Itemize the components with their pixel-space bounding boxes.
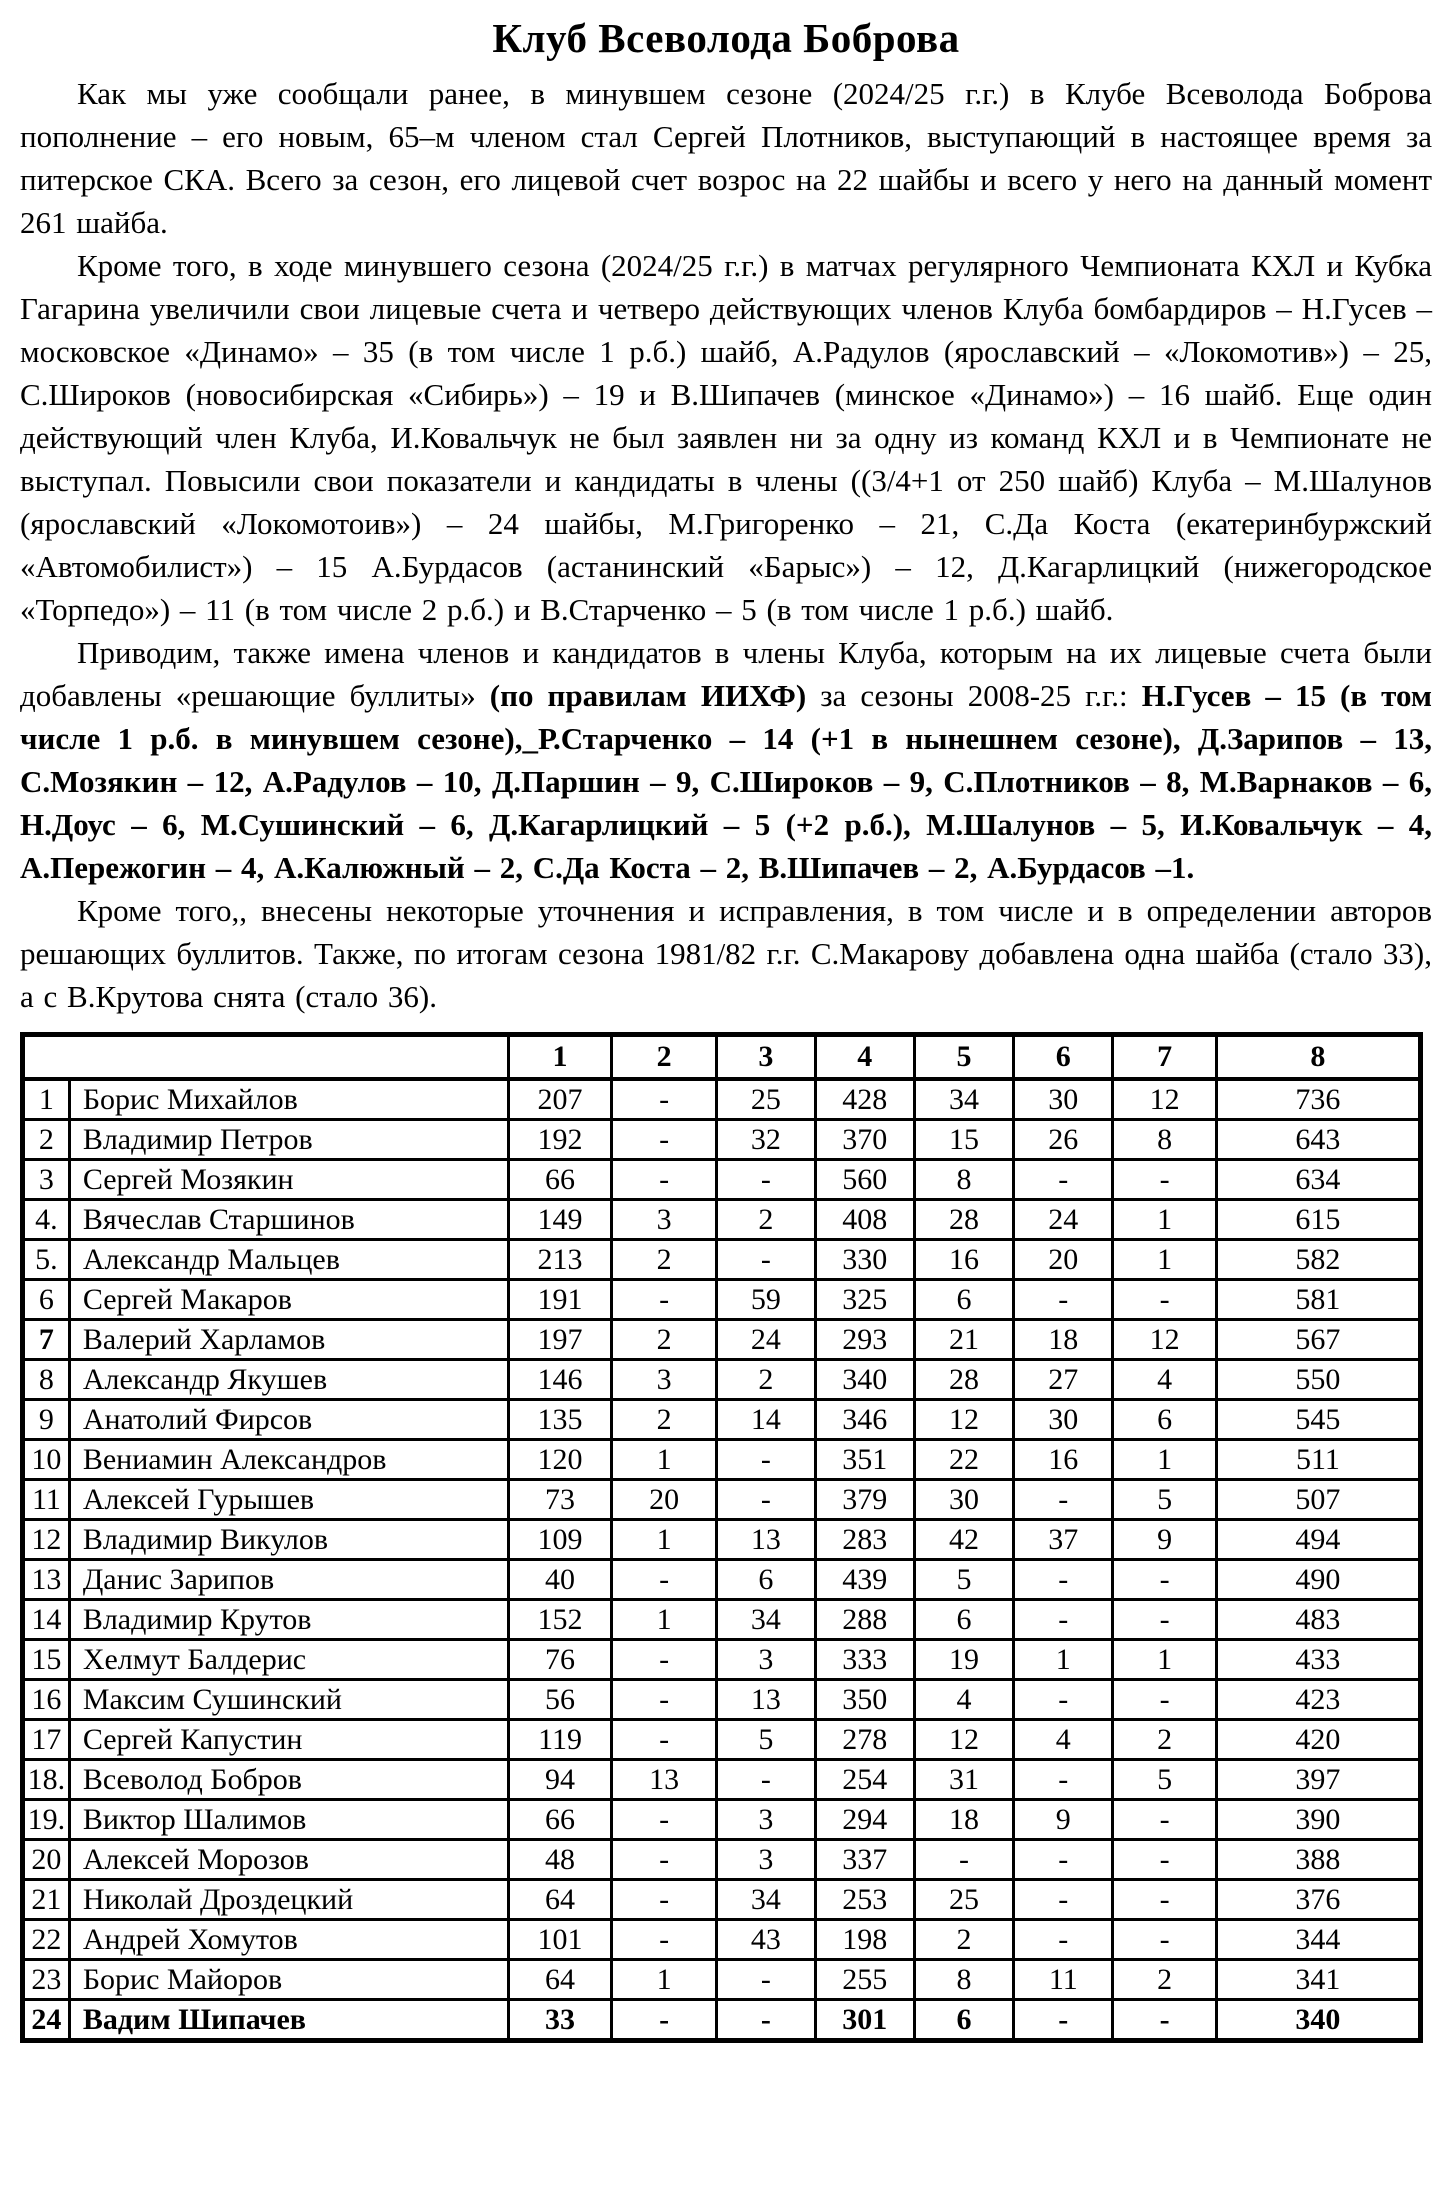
stat-cell-col8: 550	[1216, 1360, 1420, 1400]
stat-cell-col6: 30	[1014, 1400, 1113, 1440]
stat-cell-col4: 350	[815, 1680, 914, 1720]
table-body	[23, 1079, 1421, 2041]
stat-cell-col2: -	[612, 1880, 717, 1920]
table-row-1	[23, 1079, 1421, 1120]
stat-cell-col4: 346	[815, 1400, 914, 1440]
rank-cell: 13	[23, 1560, 70, 1600]
player-name-cell: Сергей Мозякин	[69, 1160, 508, 1200]
stat-cell-col3: -	[717, 1480, 816, 1520]
stat-cell-col5: 16	[914, 1240, 1013, 1280]
stat-cell-col8: 507	[1216, 1480, 1420, 1520]
stat-cell-col1: 48	[508, 1840, 611, 1880]
rank-cell: 18.	[23, 1760, 70, 1800]
stat-cell-col3: -	[717, 2000, 816, 2041]
stat-cell-col1: 191	[508, 1280, 611, 1320]
player-name-cell: Владимир Викулов	[69, 1520, 508, 1560]
table-row-9	[23, 1400, 1421, 1440]
stat-cell-col1: 76	[508, 1640, 611, 1680]
stat-cell-col8: 397	[1216, 1760, 1420, 1800]
stat-cell-col3: 14	[717, 1400, 816, 1440]
stat-cell-col8: 344	[1216, 1920, 1420, 1960]
stat-cell-col3: 3	[717, 1800, 816, 1840]
stat-cell-col5: 31	[914, 1760, 1013, 1800]
stat-cell-col7: 4	[1113, 1360, 1216, 1400]
stat-cell-col3: 3	[717, 1640, 816, 1680]
stat-cell-col4: 560	[815, 1160, 914, 1200]
player-name-cell: Всеволод Бобров	[69, 1760, 508, 1800]
rank-cell: 17	[23, 1720, 70, 1760]
stat-cell-col2: -	[612, 1840, 717, 1880]
stat-cell-col7: -	[1113, 1840, 1216, 1880]
table-row-23	[23, 1960, 1421, 2000]
stat-cell-col1: 213	[508, 1240, 611, 1280]
stat-cell-col7: 12	[1113, 1320, 1216, 1360]
player-name-cell: Николай Дроздецкий	[69, 1880, 508, 1920]
stat-cell-col4: 379	[815, 1480, 914, 1520]
stat-cell-col1: 120	[508, 1440, 611, 1480]
stat-cell-col8: 340	[1216, 2000, 1420, 2041]
player-name-cell: Владимир Петров	[69, 1120, 508, 1160]
stat-cell-col8: 736	[1216, 1079, 1420, 1120]
stat-cell-col1: 94	[508, 1760, 611, 1800]
stat-cell-col7: -	[1113, 1800, 1216, 1840]
header-col-3: 3	[717, 1035, 816, 1080]
stat-cell-col2: 2	[612, 1400, 717, 1440]
bold-text-run: Н.Гусев – 15 (в том числе 1 р.б. в минувшем сезоне),_Р.Старченко – 14 (+1 в нынешнем сезоне), Д.Зарипов – 13, С.Мозякин – 12, А.Радулов – 10, Д.Паршин – 9, С.Широков – 9, С.Плотников – 8, М.Варнаков – 6, Н.Доус – 6, М.Сушинский – 6, Д.Кагарлицкий – 5 (+2 р.б.), М.Шалунов – 5, И.Ковальчук – 4, А.Пережогин – 4, А.Калюжный – 2, С.Да Коста – 2, В.Шипачев – 2, А.Бурдасов –1.	[20, 678, 1432, 885]
bold-text-run: (по правилам ИИХФ)	[489, 678, 807, 713]
stat-cell-col8: 511	[1216, 1440, 1420, 1480]
stat-cell-col2: -	[612, 1920, 717, 1960]
stat-cell-col3: 34	[717, 1880, 816, 1920]
rank-cell: 1	[23, 1079, 70, 1120]
stat-cell-col3: 59	[717, 1280, 816, 1320]
rank-cell: 16	[23, 1680, 70, 1720]
stat-cell-col5: 28	[914, 1360, 1013, 1400]
stat-cell-col2: 13	[612, 1760, 717, 1800]
stat-cell-col7: 1	[1113, 1640, 1216, 1680]
stat-cell-col7: 1	[1113, 1240, 1216, 1280]
player-name-cell: Борис Михайлов	[69, 1079, 508, 1120]
rank-cell: 24	[23, 2000, 70, 2041]
stat-cell-col4: 337	[815, 1840, 914, 1880]
stat-cell-col8: 545	[1216, 1400, 1420, 1440]
stat-cell-col1: 207	[508, 1079, 611, 1120]
paragraph-2	[20, 244, 1432, 631]
stat-cell-col8: 615	[1216, 1200, 1420, 1240]
stat-cell-col1: 109	[508, 1520, 611, 1560]
stat-cell-col4: 278	[815, 1720, 914, 1760]
header-col-8: 8	[1216, 1035, 1420, 1080]
player-name-cell: Сергей Макаров	[69, 1280, 508, 1320]
stat-cell-col8: 483	[1216, 1600, 1420, 1640]
stat-cell-col5: 2	[914, 1920, 1013, 1960]
stat-cell-col7: -	[1113, 1880, 1216, 1920]
player-name-cell: Валерий Харламов	[69, 1320, 508, 1360]
table-row-6	[23, 1280, 1421, 1320]
stat-cell-col7: 8	[1113, 1120, 1216, 1160]
stat-cell-col5: 15	[914, 1120, 1013, 1160]
stat-cell-col5: 19	[914, 1640, 1013, 1680]
player-name-cell: Вячеслав Старшинов	[69, 1200, 508, 1240]
text-run: Кроме того, в ходе минувшего сезона (2024/25 г.г.) в матчах регулярного Чемпионата КХЛ и Кубка Гагарина увеличили свои лицевые счета и четверо действующих членов Клуба бомбардиров – Н.Гусев – московское «Динамо» – 35 (в том числе 1 р.б.) шайб, А.Радулов (ярославский – «Локомотив») – 25, С.Широков (новосибирская «Сибирь») – 19 и В.Шипачев (минское «Динамо») – 16 шайб. Еще один действующий член Клуба, И.Ковальчук не был заявлен ни за одну из команд КХЛ и в Чемпионате не выступал. Повысили свои показатели и кандидаты в члены ((3/4+1 от 250 шайб) Клуба – М.Шалунов (ярославский «Локомотоив») – 24 шайбы, М.Григоренко – 21, С.Да Коста (екатеринбуржский «Автомобилист») – 15 А.Бурдасов (астанинский «Барыс») – 12, Д.Кагарлицкий (нижегородское «Торпедо») – 11 (в том числе 2 р.б.) и В.Старченко – 5 (в том числе 1 р.б.) шайб.	[20, 248, 1432, 627]
stat-cell-col5: 8	[914, 1160, 1013, 1200]
stat-cell-col2: -	[612, 1280, 717, 1320]
stat-cell-col3: -	[717, 1960, 816, 2000]
stat-cell-col3: 13	[717, 1680, 816, 1720]
stat-cell-col5: 6	[914, 1600, 1013, 1640]
stat-cell-col4: 288	[815, 1600, 914, 1640]
stat-cell-col2: -	[612, 1680, 717, 1720]
stat-cell-col1: 119	[508, 1720, 611, 1760]
stat-cell-col1: 135	[508, 1400, 611, 1440]
stat-cell-col7: -	[1113, 1600, 1216, 1640]
stat-cell-col6: 26	[1014, 1120, 1113, 1160]
stat-cell-col5: -	[914, 1840, 1013, 1880]
stat-cell-col2: -	[612, 1640, 717, 1680]
stat-cell-col5: 42	[914, 1520, 1013, 1560]
stat-cell-col2: 3	[612, 1200, 717, 1240]
stat-cell-col2: -	[612, 1720, 717, 1760]
stat-cell-col5: 22	[914, 1440, 1013, 1480]
stat-cell-col5: 6	[914, 1280, 1013, 1320]
stat-cell-col3: 43	[717, 1920, 816, 1960]
stat-cell-col6: 20	[1014, 1240, 1113, 1280]
table-row-15	[23, 1640, 1421, 1680]
text-run: Приводим, также имена членов и кандидатов в члены Клуба, которым на их лицевые счета были добавлены «решающие буллиты»	[20, 635, 1432, 713]
stat-cell-col1: 33	[508, 2000, 611, 2041]
player-name-cell: Максим Сушинский	[69, 1680, 508, 1720]
stat-cell-col1: 64	[508, 1960, 611, 2000]
stat-cell-col5: 8	[914, 1960, 1013, 2000]
stat-cell-col4: 294	[815, 1800, 914, 1840]
stat-cell-col8: 643	[1216, 1120, 1420, 1160]
stat-cell-col3: 2	[717, 1200, 816, 1240]
rank-cell: 15	[23, 1640, 70, 1680]
stat-cell-col7: -	[1113, 1560, 1216, 1600]
table-row-10	[23, 1440, 1421, 1480]
paragraph-4	[20, 889, 1432, 1018]
stat-cell-col4: 340	[815, 1360, 914, 1400]
stat-cell-col3: -	[717, 1160, 816, 1200]
stat-cell-col4: 439	[815, 1560, 914, 1600]
stat-cell-col6: -	[1014, 1600, 1113, 1640]
stat-cell-col6: -	[1014, 1760, 1113, 1800]
stat-cell-col8: 390	[1216, 1800, 1420, 1840]
stat-cell-col7: 2	[1113, 1720, 1216, 1760]
table-row-2	[23, 1120, 1421, 1160]
table-row-18	[23, 1760, 1421, 1800]
stat-cell-col6: 1	[1014, 1640, 1113, 1680]
stat-cell-col5: 30	[914, 1480, 1013, 1520]
stat-cell-col7: 6	[1113, 1400, 1216, 1440]
stat-cell-col1: 73	[508, 1480, 611, 1520]
stat-cell-col8: 423	[1216, 1680, 1420, 1720]
stat-cell-col5: 34	[914, 1079, 1013, 1120]
stat-cell-col1: 66	[508, 1800, 611, 1840]
stat-cell-col2: -	[612, 1800, 717, 1840]
player-name-cell: Борис Майоров	[69, 1960, 508, 2000]
stat-cell-col1: 197	[508, 1320, 611, 1360]
stat-cell-col3: 6	[717, 1560, 816, 1600]
stat-cell-col6: -	[1014, 2000, 1113, 2041]
stat-cell-col8: 567	[1216, 1320, 1420, 1360]
header-col-7: 7	[1113, 1035, 1216, 1080]
text-run: Как мы уже сообщали ранее, в минувшем сезоне (2024/25 г.г.) в Клубе Всеволода Боброва пополнение – его новым, 65–м членом стал Сергей Плотников, выступающий в настоящее время за питерское СКА. Всего за сезон, его лицевой счет возрос на 22 шайбы и всего у него на данный момент 261 шайба.	[20, 76, 1432, 240]
stat-cell-col7: -	[1113, 1920, 1216, 1960]
player-name-cell: Александр Мальцев	[69, 1240, 508, 1280]
paragraph-1	[20, 72, 1432, 244]
stat-cell-col5: 12	[914, 1720, 1013, 1760]
stat-cell-col5: 5	[914, 1560, 1013, 1600]
stat-cell-col1: 66	[508, 1160, 611, 1200]
stat-cell-col7: 1	[1113, 1440, 1216, 1480]
stat-cell-col2: 1	[612, 1520, 717, 1560]
stat-cell-col8: 433	[1216, 1640, 1420, 1680]
stat-cell-col5: 4	[914, 1680, 1013, 1720]
stat-cell-col1: 192	[508, 1120, 611, 1160]
stat-cell-col6: 4	[1014, 1720, 1113, 1760]
player-name-cell: Вениамин Александров	[69, 1440, 508, 1480]
stat-cell-col5: 12	[914, 1400, 1013, 1440]
table-row-14	[23, 1600, 1421, 1640]
rank-cell: 22	[23, 1920, 70, 1960]
stat-cell-col6: 30	[1014, 1079, 1113, 1120]
stat-cell-col6: -	[1014, 1560, 1113, 1600]
table-row-16	[23, 1680, 1421, 1720]
stat-cell-col5: 6	[914, 2000, 1013, 2041]
stat-cell-col6: 24	[1014, 1200, 1113, 1240]
rank-cell: 7	[23, 1320, 70, 1360]
stat-cell-col3: 3	[717, 1840, 816, 1880]
rank-cell: 4.	[23, 1200, 70, 1240]
table-row-19	[23, 1800, 1421, 1840]
rank-cell: 21	[23, 1880, 70, 1920]
stat-cell-col6: 16	[1014, 1440, 1113, 1480]
player-name-cell: Данис Зарипов	[69, 1560, 508, 1600]
player-name-cell: Виктор Шалимов	[69, 1800, 508, 1840]
stat-cell-col3: 2	[717, 1360, 816, 1400]
header-col-6: 6	[1014, 1035, 1113, 1080]
stat-cell-col7: -	[1113, 1680, 1216, 1720]
stat-cell-col2: -	[612, 1560, 717, 1600]
stat-cell-col7: 12	[1113, 1079, 1216, 1120]
stat-cell-col5: 18	[914, 1800, 1013, 1840]
header-col-2: 2	[612, 1035, 717, 1080]
stat-cell-col4: 428	[815, 1079, 914, 1120]
rank-cell: 12	[23, 1520, 70, 1560]
player-name-cell: Александр Якушев	[69, 1360, 508, 1400]
stat-cell-col4: 351	[815, 1440, 914, 1480]
article-body	[20, 72, 1432, 1018]
stat-cell-col4: 325	[815, 1280, 914, 1320]
table-row-12	[23, 1520, 1421, 1560]
stat-cell-col3: 24	[717, 1320, 816, 1360]
stat-cell-col4: 283	[815, 1520, 914, 1560]
rank-cell: 23	[23, 1960, 70, 2000]
rank-cell: 2	[23, 1120, 70, 1160]
stat-cell-col3: 34	[717, 1600, 816, 1640]
stat-cell-col6: -	[1014, 1680, 1113, 1720]
table-row-4	[23, 1200, 1421, 1240]
table-row-21	[23, 1880, 1421, 1920]
player-name-cell: Алексей Гурышев	[69, 1480, 508, 1520]
table-row-17	[23, 1720, 1421, 1760]
stat-cell-col3: 32	[717, 1120, 816, 1160]
stat-cell-col8: 490	[1216, 1560, 1420, 1600]
stat-cell-col7: 1	[1113, 1200, 1216, 1240]
stat-cell-col3: 5	[717, 1720, 816, 1760]
table-row-8	[23, 1360, 1421, 1400]
header-col-4: 4	[815, 1035, 914, 1080]
table-row-24	[23, 2000, 1421, 2041]
page-title: Клуб Всеволода Боброва	[492, 15, 960, 61]
stat-cell-col8: 420	[1216, 1720, 1420, 1760]
stat-cell-col4: 254	[815, 1760, 914, 1800]
stat-cell-col6: 18	[1014, 1320, 1113, 1360]
text-run: Кроме того,, внесены некоторые уточнения и исправления, в том числе и в определении авторов решающих буллитов. Также, по итогам сезона 1981/82 г.г. С.Макарову добавлена одна шайба (стало 33), а с В.Крутова снята (стало 36).	[20, 893, 1432, 1014]
stat-cell-col8: 376	[1216, 1880, 1420, 1920]
table-row-13	[23, 1560, 1421, 1600]
stat-cell-col7: -	[1113, 1160, 1216, 1200]
stat-cell-col2: 1	[612, 1600, 717, 1640]
player-name-cell: Андрей Хомутов	[69, 1920, 508, 1960]
player-name-cell: Алексей Морозов	[69, 1840, 508, 1880]
rank-cell: 3	[23, 1160, 70, 1200]
stat-cell-col4: 408	[815, 1200, 914, 1240]
stat-cell-col1: 152	[508, 1600, 611, 1640]
stat-cell-col1: 56	[508, 1680, 611, 1720]
table-row-7	[23, 1320, 1421, 1360]
stat-cell-col4: 255	[815, 1960, 914, 2000]
table-row-5	[23, 1240, 1421, 1280]
stat-cell-col2: 20	[612, 1480, 717, 1520]
player-name-cell: Анатолий Фирсов	[69, 1400, 508, 1440]
stat-cell-col7: -	[1113, 2000, 1216, 2041]
stat-cell-col2: 2	[612, 1320, 717, 1360]
stat-cell-col3: -	[717, 1760, 816, 1800]
stat-cell-col7: -	[1113, 1280, 1216, 1320]
stat-cell-col4: 293	[815, 1320, 914, 1360]
stat-cell-col5: 25	[914, 1880, 1013, 1920]
stat-cell-col2: -	[612, 1079, 717, 1120]
player-name-cell: Владимир Крутов	[69, 1600, 508, 1640]
stat-cell-col7: 2	[1113, 1960, 1216, 2000]
stat-cell-col2: 3	[612, 1360, 717, 1400]
stat-cell-col6: -	[1014, 1920, 1113, 1960]
stat-cell-col2: -	[612, 1160, 717, 1200]
stat-cell-col8: 388	[1216, 1840, 1420, 1880]
table-header-row	[23, 1035, 1421, 1080]
rank-cell: 19.	[23, 1800, 70, 1840]
stat-cell-col4: 198	[815, 1920, 914, 1960]
stat-cell-col6: -	[1014, 1840, 1113, 1880]
stat-cell-col6: -	[1014, 1160, 1113, 1200]
stat-cell-col7: 5	[1113, 1480, 1216, 1520]
rank-cell: 11	[23, 1480, 70, 1520]
player-name-cell: Вадим Шипачев	[69, 2000, 508, 2041]
table-row-11	[23, 1480, 1421, 1520]
stat-cell-col6: 9	[1014, 1800, 1113, 1840]
player-name-cell: Сергей Капустин	[69, 1720, 508, 1760]
header-col-1: 1	[508, 1035, 611, 1080]
stat-cell-col3: 13	[717, 1520, 816, 1560]
player-name-cell: Хелмут Балдерис	[69, 1640, 508, 1680]
rank-cell: 9	[23, 1400, 70, 1440]
stat-cell-col8: 581	[1216, 1280, 1420, 1320]
stat-cell-col3: 25	[717, 1079, 816, 1120]
table-row-22	[23, 1920, 1421, 1960]
rank-cell: 6	[23, 1280, 70, 1320]
stat-cell-col4: 301	[815, 2000, 914, 2041]
stat-cell-col2: 2	[612, 1240, 717, 1280]
stat-cell-col6: -	[1014, 1480, 1113, 1520]
stat-cell-col1: 101	[508, 1920, 611, 1960]
table-row-20	[23, 1840, 1421, 1880]
table-row-3	[23, 1160, 1421, 1200]
stat-cell-col5: 28	[914, 1200, 1013, 1240]
stat-cell-col8: 341	[1216, 1960, 1420, 2000]
paragraph-3	[20, 631, 1432, 889]
stat-cell-col6: -	[1014, 1280, 1113, 1320]
scoring-stats-table	[20, 1032, 1423, 2043]
stat-cell-col6: 27	[1014, 1360, 1113, 1400]
stat-cell-col6: 11	[1014, 1960, 1113, 2000]
header-empty-cell	[23, 1035, 509, 1080]
stat-cell-col6: -	[1014, 1880, 1113, 1920]
stat-cell-col7: 5	[1113, 1760, 1216, 1800]
stat-cell-col2: -	[612, 2000, 717, 2041]
rank-cell: 8	[23, 1360, 70, 1400]
header-col-5: 5	[914, 1035, 1013, 1080]
stat-cell-col6: 37	[1014, 1520, 1113, 1560]
stat-cell-col5: 21	[914, 1320, 1013, 1360]
stat-cell-col1: 149	[508, 1200, 611, 1240]
text-run: за сезоны 2008-25 г.г.:	[806, 678, 1142, 713]
stat-cell-col4: 253	[815, 1880, 914, 1920]
stat-cell-col7: 9	[1113, 1520, 1216, 1560]
stat-cell-col4: 370	[815, 1120, 914, 1160]
stat-cell-col2: 1	[612, 1440, 717, 1480]
stat-cell-col8: 634	[1216, 1160, 1420, 1200]
rank-cell: 5.	[23, 1240, 70, 1280]
stat-cell-col3: -	[717, 1440, 816, 1480]
stat-cell-col8: 582	[1216, 1240, 1420, 1280]
stat-cell-col1: 40	[508, 1560, 611, 1600]
rank-cell: 14	[23, 1600, 70, 1640]
rank-cell: 20	[23, 1840, 70, 1880]
stat-cell-col3: -	[717, 1240, 816, 1280]
stat-cell-col4: 333	[815, 1640, 914, 1680]
stat-cell-col2: 1	[612, 1960, 717, 2000]
stat-cell-col8: 494	[1216, 1520, 1420, 1560]
stat-cell-col2: -	[612, 1120, 717, 1160]
stat-cell-col1: 64	[508, 1880, 611, 1920]
stat-cell-col4: 330	[815, 1240, 914, 1280]
stat-cell-col1: 146	[508, 1360, 611, 1400]
rank-cell: 10	[23, 1440, 70, 1480]
